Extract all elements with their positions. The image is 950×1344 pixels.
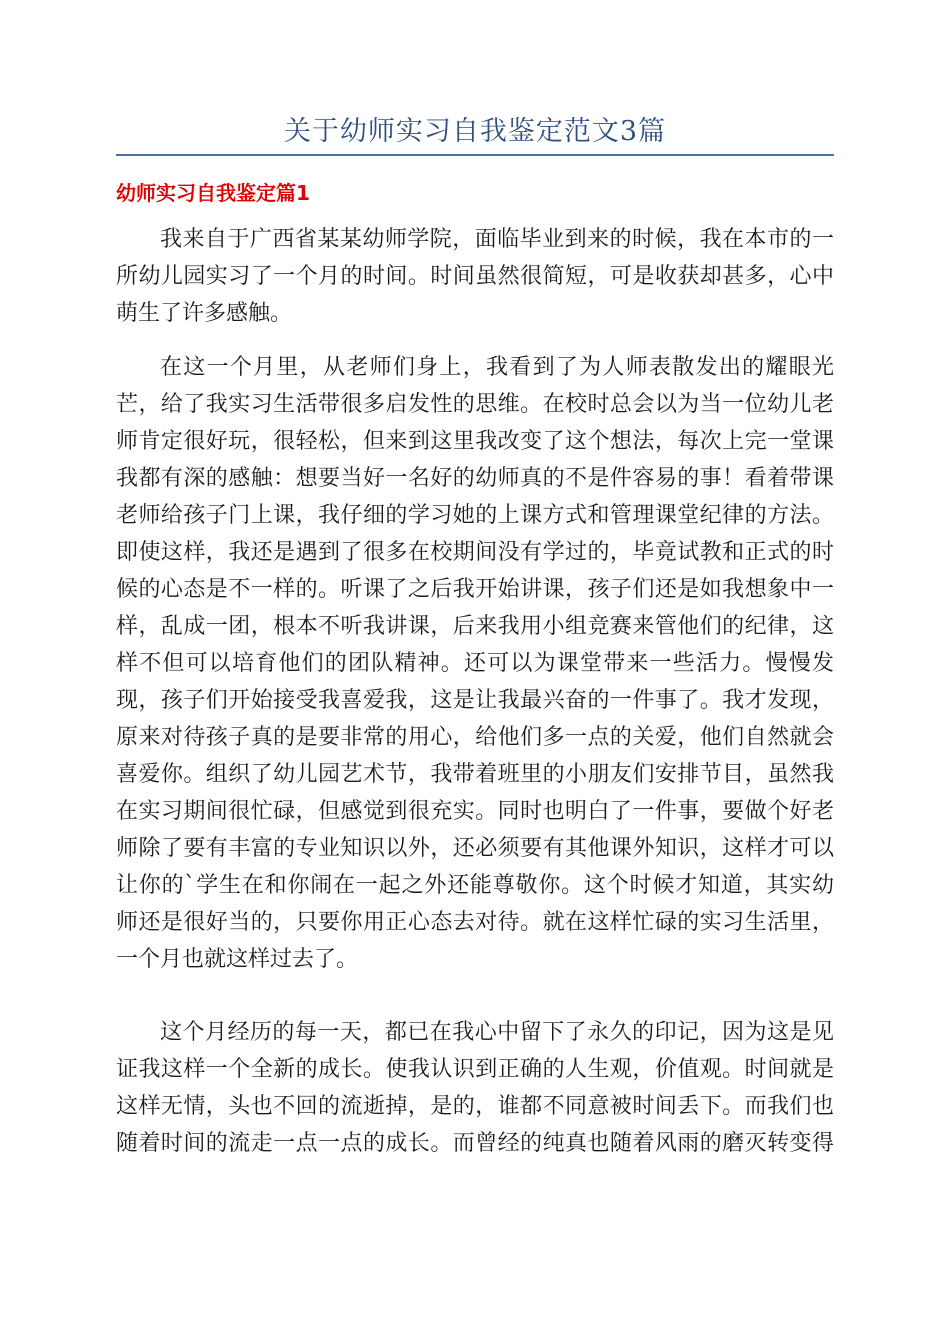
paragraph-2 xyxy=(116,349,834,978)
paragraph-line: 候的心态是不一样的。听课了之后我开始讲课，孩子们还是如我想象中一 xyxy=(116,577,834,602)
paragraph-line: 即使这样，我还是遇到了很多在校期间没有学过的，毕竟试教和正式的时 xyxy=(116,540,834,565)
paragraph-line: 师肯定很好玩，很轻松，但来到这里我改变了这个想法，每次上完一堂课 xyxy=(116,429,834,454)
paragraph-line: 师除了要有丰富的专业知识以外，还必须要有其他课外知识，这样才可以 xyxy=(116,836,834,861)
paragraph-line: 芒，给了我实习生活带很多启发性的思维。在校时总会以为当一位幼儿老 xyxy=(116,392,834,417)
paragraph-line: 原来对待孩子真的是要非常的用心，给他们多一点的关爱，他们自然就会 xyxy=(116,725,834,750)
paragraph-line: 在实习期间很忙碌，但感觉到很充实。同时也明白了一件事，要做个好老 xyxy=(116,799,834,824)
paragraph-line: 在这一个月里，从老师们身上，我看到了为人师表散发出的耀眼光 xyxy=(160,355,834,380)
paragraph-line: 一个月也就这样过去了。 xyxy=(116,947,359,972)
paragraph-line: 样不但可以培育他们的团队精神。还可以为课堂带来一些活力。慢慢发 xyxy=(116,651,834,676)
paragraph-line: 喜爱你。组织了幼儿园艺术节，我带着班里的小朋友们安排节目，虽然我 xyxy=(116,762,834,787)
paragraph-line: 证我这样一个全新的成长。使我认识到正确的人生观，价值观。时间就是 xyxy=(116,1057,834,1082)
paragraph-1 xyxy=(116,221,834,332)
paragraph-line: 随着时间的流走一点一点的成长。而曾经的纯真也随着风雨的磨灭转变得 xyxy=(116,1131,834,1156)
paragraph-3 xyxy=(116,1014,834,1162)
paragraph-line: 样，乱成一团，根本不听我讲课，后来我用小组竞赛来管他们的纪律，这 xyxy=(116,614,834,639)
paragraph-line: 师还是很好当的，只要你用正心态去对待。就在这样忙碌的实习生活里， xyxy=(116,910,834,935)
title-underline xyxy=(116,154,834,156)
paragraph-line: 我来自于广西省某某幼师学院，面临毕业到来的时候，我在本市的一 xyxy=(160,227,834,252)
document-title: 关于幼师实习自我鉴定范文3篇 xyxy=(283,116,667,147)
paragraph-line: 现，孩子们开始接受我喜爱我，这是让我最兴奋的一件事了。我才发现， xyxy=(116,688,834,713)
paragraph-line: 萌生了许多感触。 xyxy=(116,301,293,326)
paragraph-line: 让你的`学生在和你闹在一起之外还能尊敬你。这个时候才知道，其实幼 xyxy=(116,873,834,898)
paragraph-line: 所幼儿园实习了一个月的时间。时间虽然很简短，可是收获却甚多，心中 xyxy=(116,264,834,289)
section-heading: 幼师实习自我鉴定篇1 xyxy=(116,181,310,205)
paragraph-line: 我都有深的感触：想要当好一名好的幼师真的不是件容易的事！看着带课 xyxy=(116,466,834,491)
paragraph-line: 这个月经历的每一天，都已在我心中留下了永久的印记，因为这是见 xyxy=(160,1020,834,1045)
paragraph-line: 这样无情，头也不回的流逝掉，是的，谁都不同意被时间丢下。而我们也 xyxy=(116,1094,834,1119)
paragraph-line: 老师给孩子门上课，我仔细的学习她的上课方式和管理课堂纪律的方法。 xyxy=(116,503,834,528)
